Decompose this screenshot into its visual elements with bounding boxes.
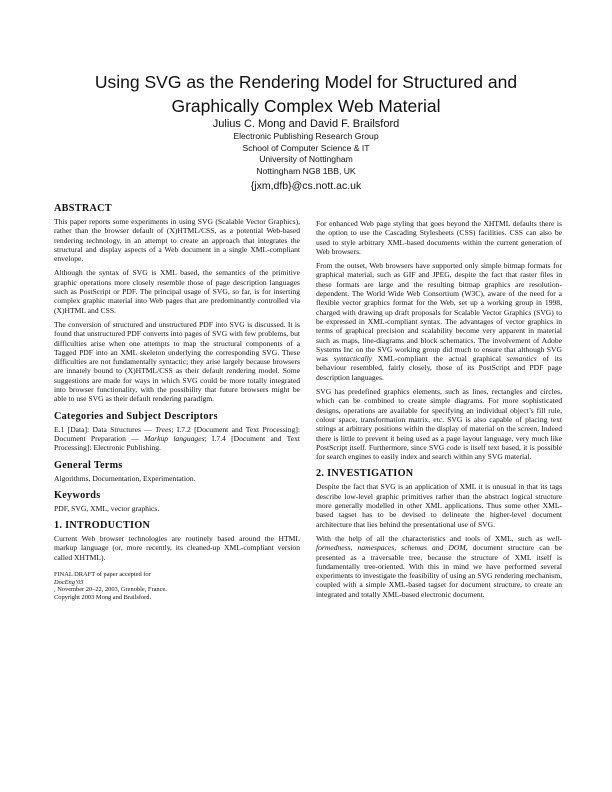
footer-line: Copyright 2003 Mong and Brailsford. [54,593,152,601]
footer-line [54,579,300,594]
body-paragraph: SVG has predefined graphics elements, such as lines, rectangles and circles, which can be combined to create simple diagrams. For more sophisticated designs, operations are available for specifying an individual object’s fill rule, colour space, transformation matrix, etc. SVG is also capable of placing text strings at arbitrary positions within the display of material on the screen. Indeed there is little to prevent it being used as a page layout language, very much like PostScript itself. Furthermore, since SVG code is itself text based, it is possible for search engines to easily index and search within any SVG material. [316,387,562,462]
categories-part: ; I.7.2 [Document and Text Processing]: Document Preparation — [54,424,300,443]
affiliation-line: School of Computer Science & IT [242,142,370,153]
title-line-2: Graphically Complex Web Material [171,96,441,116]
general-terms-text: Algorithms, Documentation, Experimentation. [54,473,196,483]
abstract-paragraph: Although the syntax of SVG is XML based, the semantics of the primitive graphic operations more closely resemble those of page description languages such as PostScript or PDF. The principal usage of SVG, so far, is for inserting complex graphic material into Web pages that are predominantly controlled via (X)HTML and CSS. [54,268,300,315]
abstract-paragraph: This paper reports some experiments in using SVG (Scalable Vector Graphics), rather than the browser default of (X)HTML/CSS, as a potential Web-based rendering technology, in an attempt to create an approach that integrates the structural and display aspects of a Web document in a single XML-compliant envelope. [54,217,300,264]
categories-heading: Categories and Subject Descriptors [54,410,218,422]
author-block [40,118,572,194]
abstract-paragraph: The conversion of structured and unstructured PDF into SVG is discussed. It is found that unstructured PDF converts into pages of SVG with few problems, but difficulties arise when one attempts to map the structural components of a Tagged PDF into an XML skeleton underlying the corresponding SVG. These difficulties are not fundamentally syntactic; they arise largely because browsers are innately bound to (X)HTML/CSS as their default rendering model. Some suggestions are made for ways in which SVG could be more totally integrated into browser functionality, with the possibility that future browsers might be able to use SVG as their default rendering paradigm. [54,319,300,404]
investigation-heading: 2. INVESTIGATION [316,468,414,480]
copyright-footer [54,571,300,601]
body-emphasis: semantics [506,354,537,364]
right-column [316,219,562,604]
affiliation-line: Nottingham NG8 1BB, UK [256,165,356,176]
categories-part: ; I.7.4 [Document and Text Processing]: Electronic Publishing. [54,433,300,453]
introduction-paragraph: Current Web browser technologies are routinely based around the HTML markup language (or, more recently, its cleaned-up XML-compliant version called XHTML). [54,534,300,562]
body-text: of its behaviour resembled, fairly closely, those of its PostScript and PDF page description languages. [316,354,562,382]
categories-text [54,425,300,453]
keywords-text: PDF, SVG, XML, vector graphics. [54,503,160,513]
categories-part: E.1 [Data]: Data Structures — [54,424,152,434]
body-paragraph: Despite the fact that SVG is an application of XML it is unusual in that its tags describe low-level graphic primitives rather than the abstract logical structure more generally modelled in other XML applications. Thus some other XML-based tagset has to be devised to delineate the higher-level document architecture that lies behind the presentational use of SVG. [316,482,562,529]
body-text: With the help of all the characteristics and tools of XML, such as [316,533,543,543]
body-text: document structure can be presented as a traversable tree, because the structure of XML itself is fundamentally tree-oriented. With this in mind we have performed several experiments to investigate the feasibility of using an SVG rendering mechanism, coupled with a simple XML-based tagset for document structure, to create an integrated and totally XML-based electronic document. [316,543,562,599]
general-terms-heading: General Terms [54,459,123,471]
affiliation-line: University of Nottingham [259,154,353,164]
paper-title [40,70,572,118]
keywords-heading: Keywords [54,489,101,501]
body-paragraph [316,534,562,599]
footer-conference: DocEng’03 [54,578,84,586]
body-text: XML-compliant the actual graphical [377,354,501,364]
body-text: From the outset, Web browsers have supported only simple bitmap formats for graphical material, such as GIF and JPEG, despite the fact that raster files in these formats are large and the resulting bitmap graphics are resolution-dependent. The World Wide Web Consortium (W3C), aware of the need for a flexible vector graphics format for the Web, set up a working group in 1998, charged with drawing up draft proposals for Scalable Vector Graphics (SVG) to be expressed in XML-compliant syntax. The advantages of vector graphics in terms of graphical precision and scalability become very apparent in material such as maps, line-diagrams and block schematics. The involvement of Adobe Systems Inc on the SVG working group did much to ensure that although SVG was [316,261,562,364]
categories-emphasis: Markup languages [144,433,205,443]
footer-date: , November 20–22, 2003, Grenoble, France. [54,586,167,594]
categories-emphasis: Trees [155,424,172,434]
title-line-1: Using SVG as the Rendering Model for Structured and [94,72,518,92]
abstract-heading: ABSTRACT [54,203,112,214]
introduction-heading: 1. INTRODUCTION [54,520,151,532]
body-emphasis: well-formedness, namespaces, schemas and DOM, [316,533,562,553]
body-paragraph [316,261,562,382]
affiliation-line: Electronic Publishing Research Group [233,131,379,141]
body-emphasis: syntactically [333,354,373,364]
body-paragraph: For enhanced Web page styling that goes beyond the XHTML defaults there is the option to use the Cascading Stylesheets (CSS) facilities. CSS can also be used to style arbitrary XML-based documents within the current generation of Web browsers. [316,219,562,256]
footer-line: FINAL DRAFT of paper accepted for [54,571,151,579]
left-column [54,203,300,601]
author-names: Julius C. Mong and David F. Brailsford [212,118,400,130]
author-email: {jxm,dfb}@cs.nott.ac.uk [250,180,362,192]
